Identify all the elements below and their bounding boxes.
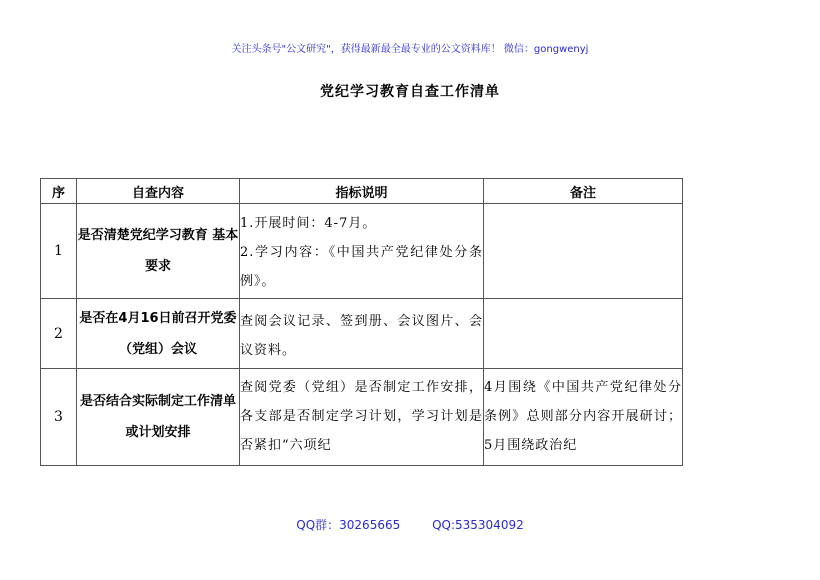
qq-group: QQ群：30265665 <box>296 518 401 532</box>
row-desc <box>240 204 484 299</box>
document-title: 党纪学习教育自查工作清单 <box>320 84 500 100</box>
desc-line: 查阅党委（党组）是否制定工作安排，各支部是否制定学习计划，学习计划是否紧扣“六项纪 <box>240 379 483 453</box>
header-item: 自查内容 <box>77 179 240 204</box>
qq-number: QQ:535304092 <box>432 518 524 532</box>
row-desc <box>240 369 484 466</box>
header-note: 关注头条号"公文研究"，获得最新最全最专业的公文资料库！ 微信：gongwenyj <box>231 44 589 55</box>
row-desc <box>240 299 484 369</box>
row-item: 是否清楚党纪学习教育 基本要求 <box>77 204 240 299</box>
checklist-table <box>40 178 683 466</box>
desc-line: 1.开展时间：4-7月。 <box>240 215 377 231</box>
table-row <box>41 204 683 299</box>
header-desc: 指标说明 <box>240 179 484 204</box>
row-seq: 2 <box>41 299 77 369</box>
header-seq: 序 <box>41 179 77 204</box>
table-header-row <box>41 179 683 204</box>
desc-line: 查阅会议记录、签到册、会议图片、会议资料。 <box>240 314 483 358</box>
footer-contact <box>0 516 820 533</box>
note-text: 4月围绕《中国共产党纪律处分条例》总则部分内容开展研讨；5月围绕政治纪 <box>484 379 682 453</box>
row-item: 是否结合实际制定工作清单或计划安排 <box>77 369 240 466</box>
row-seq: 1 <box>41 204 77 299</box>
row-note <box>484 369 683 466</box>
table-row <box>41 299 683 369</box>
header-note: 备注 <box>484 179 683 204</box>
table-row <box>41 369 683 466</box>
row-note <box>484 204 683 299</box>
row-item: 是否在4月16日前召开党委（党组）会议 <box>77 299 240 369</box>
desc-line: 2.学习内容：《中国共产党纪律处分条例》。 <box>240 244 483 289</box>
row-seq: 3 <box>41 369 77 466</box>
row-note <box>484 299 683 369</box>
